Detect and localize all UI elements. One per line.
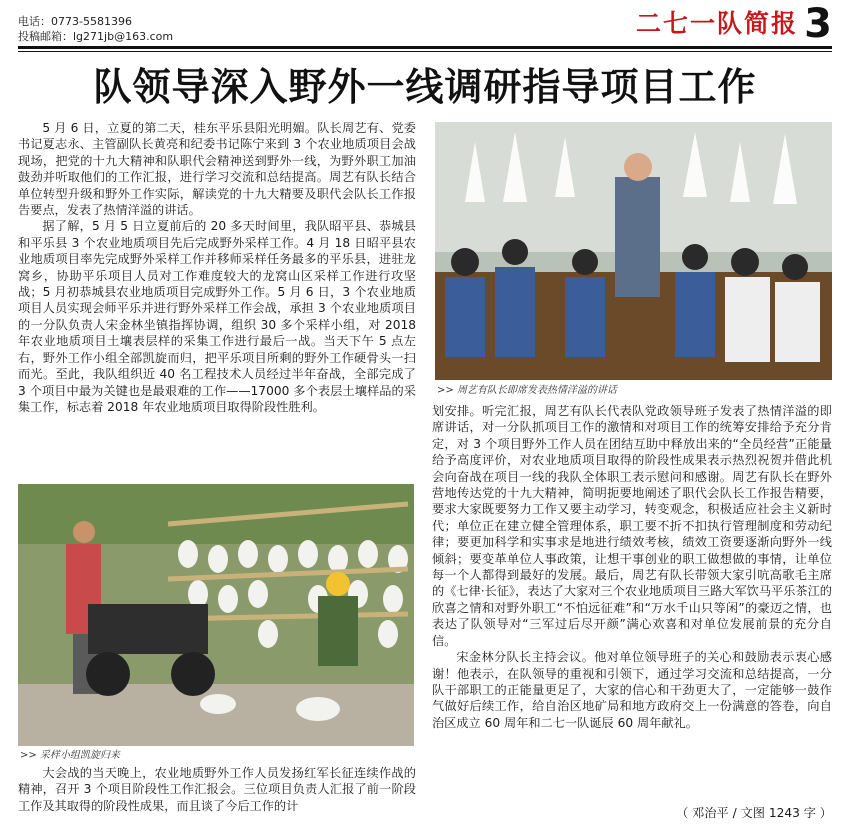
page-number: 3 [804, 1, 832, 47]
contact-email: 投稿邮箱：lg271jb@163.com [18, 30, 174, 43]
paragraph: 据了解，5 月 5 日立夏前后的 20 多天时间里，我队昭平县、恭城县和平乐县 3 个农业地质项目先后完成野外采样工作。4 月 18 日昭平县农业地质项目率先完成野外采样工作并移师采样任务最多的平乐县，进驻龙窝乡，协助平乐项目人员对工作难度较大的龙窝山区采样工作进行攻坚战；5 月初恭城县农业地质项目完成野外工作。5 月 6 日，3 个农业地质项目人员实现会师平乐并进行野外采样工作会战，承担 3 个农业地质项目的一分队负责人宋金林坐镇指挥协调，组织 30 多个采样小组，对 2018 年农业地质项目土壤表层样的采集工作进行最后一战。当天下午 5 点左右，野外工作小组全部凯旋而归，把平乐项目所剩的野外工作硬骨头一扫而光。至此，我队组织近 40 名工程技术人员经过半年奋战，全部完成了 3 个项目中最为关键也是最艰难的工作——17000 多个表层土壤样品的采集工作，标志着 2018 年农业地质项目取得阶段性胜利。 [18, 219, 416, 414]
sampling-team-photo-image [18, 484, 414, 746]
right-column-text [432, 403, 832, 731]
header-rule [18, 46, 832, 49]
meeting-photo-image [435, 122, 832, 380]
paragraph: 5 月 6 日，立夏的第二天，桂东平乐县阳光明媚。队长周艺有、党委书记夏志永、主管副队长黄亮和纪委书记陈宁来到 3 个农业地质项目会战现场，把党的十九大精神和队职代会精神送到野外一线，为野外职工加油鼓劲并听取他们的工作汇报，进行学习交流和总结提高。周艺有队长结合单位转型升级和野外工作实际，解读党的十九大精要及职代会队长工作报告要点，发表了热情洋溢的讲话。 [18, 121, 416, 218]
paragraph: 大会战的当天晚上，农业地质野外工作人员发扬红军长征连续作战的精神，召开 3 个项目阶段性工作汇报会。三位项目负责人汇报了前一阶段工作及其取得的阶段性成果，而且谈了今后工作的计 [18, 766, 416, 813]
contact-phone: 电话：0773-5581396 [18, 15, 132, 28]
meeting-photo [435, 122, 832, 380]
article-headline: 队领导深入野外一线调研指导项目工作 [93, 65, 757, 109]
left-column-continued-text [18, 765, 416, 814]
paragraph: 宋金林分队长主持会议。他对单位领导班子的关心和鼓励表示衷心感谢！他表示，在队领导的重视和引领下，通过学习交流和总结提高，一分队干部职工的正能量更足了，大家的信心和干劲更大了，一定能够一鼓作气做好后续工作，给自治区地矿局和地方政府交上一份满意的答卷，向自治区成立 60 周年和二七一队诞辰 60 周年献礼。 [432, 650, 832, 730]
sampling-team-photo [18, 484, 414, 746]
paragraph: 划安排。听完汇报，周艺有队长代表队党政领导班子发表了热情洋溢的即席讲话，对一分队抓项目工作的激情和对项目工作的统筹安排给予充分肯定，对 3 个项目野外工作人员在团结互助中释放出来的“全员经营”正能量给予高度评价，对农业地质项目取得的阶段性成果表示热烈祝贺并借此机会向奋战在项目一线的我队全体职工表示慰问和感谢。周艺有队长在野外营地传达党的十九大精神，简明扼要地阐述了职代会队长工作报告精要，要求大家既要努力工作又要主动学习，转变观念，积极适应社会主义新时代；单位正在建立健全管理体系，职工要不折不扣执行管理制度和劳动纪律；要更加科学和实事求是地进行绩效考核，绩效工资要逐渐向野外一线倾斜；要变革单位人事政策，让想干事创业的职工做想做的事情，让单位每一个人都得到最好的发展。最后，周艺有队长带领大家引吭高歌毛主席的《七律·长征》，表达了大家对三个农业地质项目三路大军饮马平乐茶江的欣喜之情和对野外职工“不怕远征难”和“万水千山只等闲”的豪迈之情，也表达了队领导对“三军过后尽开颜”满心欢喜和对单位发展前景的充分自信。 [432, 404, 832, 648]
meeting-photo-caption: >> 周艺有队长即席发表热情洋溢的讲话 [437, 385, 617, 396]
left-column-text [18, 120, 416, 415]
sampling-photo-caption: >> 采样小组凯旋归来 [20, 750, 120, 761]
newspaper-masthead: 二七一队简报 [635, 9, 798, 38]
author-signature: （ 邓治平 / 文图 1243 字 ） [676, 806, 832, 820]
header-rule-thin [18, 51, 832, 52]
